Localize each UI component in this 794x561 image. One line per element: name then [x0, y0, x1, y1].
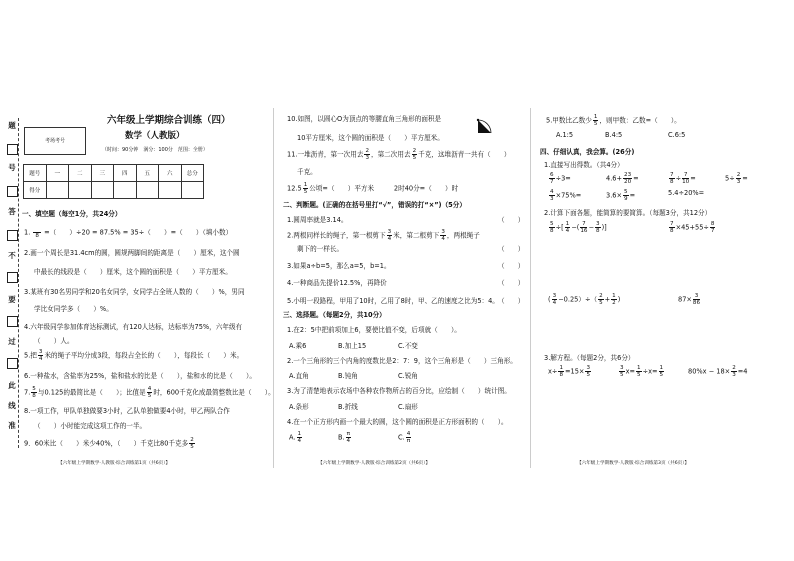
- frac-den: 16: [580, 228, 588, 234]
- q1-frac-num[interactable]: [33, 226, 41, 233]
- q11-fraction-2: [412, 148, 418, 161]
- score-cell[interactable]: [46, 182, 69, 199]
- section2-title: 二、判断题。(正确的在括号里打“√”，错误的打“×”)（5分）: [283, 201, 466, 209]
- choice-2-b[interactable]: B.钝角: [338, 372, 358, 380]
- binding-char: 答: [8, 207, 16, 216]
- frac-den: 5: [586, 372, 591, 378]
- triangle-figure-icon: [476, 118, 492, 134]
- calc-2: [606, 172, 639, 185]
- exam-meta: （时间：90分钟 满分：100分 范围：全册）: [102, 147, 208, 153]
- frac-num: 1: [559, 365, 563, 371]
- score-cell[interactable]: [181, 182, 204, 199]
- score-header: 五: [136, 165, 159, 182]
- q1-number: 1.: [24, 228, 31, 237]
- frac-num: 2: [732, 365, 736, 371]
- score-cell[interactable]: [69, 182, 92, 199]
- frac-den: 3: [365, 155, 369, 161]
- judge-5-answer[interactable]: （ ）: [498, 297, 525, 305]
- calc-text: =: [690, 174, 696, 183]
- frac-den: 4: [38, 356, 43, 362]
- q7-number: 7.: [24, 388, 31, 397]
- binding-char: 号: [8, 163, 16, 172]
- binding-char: 此: [8, 381, 16, 390]
- frac-den: 10: [682, 179, 690, 185]
- q11-text-3: 千克，这堆沥青一共有（ ）: [418, 150, 511, 159]
- j2-text-3: ，两根绳子: [446, 231, 480, 240]
- question-6: 6.一种盐水，含盐率为25%，盐和盐水的比是（ ），盐和水的比是（ ）。: [24, 372, 256, 380]
- calc-text: =: [633, 174, 639, 183]
- judge-2b: 剩下的一样长。: [297, 245, 344, 253]
- score-header: 总分: [181, 165, 204, 182]
- frac-num: 3: [694, 293, 699, 299]
- question-8b: （ ）小时能完成这项工作的一半。: [34, 422, 147, 430]
- binding-box: [7, 186, 18, 197]
- expr-3: ( $\frac{3}{4}$ −0.25）÷（ $\frac{2}{5}$ + $\frac{1}{2}$ ): [548, 293, 621, 306]
- option-fraction: [346, 431, 351, 444]
- frac-num: 3: [552, 293, 557, 299]
- frac-num: 4: [406, 431, 411, 437]
- binding-box: [7, 358, 18, 369]
- calc-fraction: [682, 172, 689, 185]
- q1-fraction: [33, 226, 41, 239]
- q12-fraction: [303, 182, 309, 195]
- question-2b: 中最长的线段是（ ）厘米，这个圆的面积是（ ）平方厘米。: [34, 268, 232, 276]
- frac-den: π: [406, 438, 411, 444]
- frac-num: 2: [365, 148, 369, 154]
- score-cell[interactable]: [136, 182, 159, 199]
- calc-fraction: [623, 172, 632, 185]
- q7-fraction-2: [147, 386, 153, 399]
- frac-den: 8: [550, 228, 554, 234]
- question-4a: 4.六年级同学参加体育达标测试，有120人达标，达标率为75%，六年级有: [24, 323, 243, 331]
- score-header: 四: [114, 165, 137, 182]
- calc-text: 4.6+: [606, 174, 623, 183]
- q11-text-1: 11.一堆沥青，第一次用去: [287, 150, 364, 159]
- score-header: 六: [159, 165, 182, 182]
- j2-fraction-2: [440, 229, 446, 242]
- frac-den: 5: [620, 372, 624, 378]
- calc-fraction: [623, 189, 629, 202]
- c5-text-2: ，则甲数：乙数=（ ）。: [599, 116, 681, 125]
- frac-den: 5: [637, 372, 641, 378]
- equation-2: $\frac{3}{5}$ x= $\frac{1}{5}$ ÷x= $\frac{1}{5}$: [620, 365, 664, 378]
- q5-prefix: 5.把: [24, 351, 37, 360]
- frac-den: 8: [559, 372, 563, 378]
- j2-fraction-1: [387, 229, 393, 242]
- binding-char: 准: [8, 421, 16, 430]
- binding-box: [7, 272, 18, 283]
- frac: [549, 221, 555, 234]
- exam-number-label: 考场考号: [44, 138, 65, 144]
- frac: [693, 293, 700, 306]
- judge-2: [287, 229, 480, 242]
- frac-den: 4: [297, 438, 302, 444]
- frac: [710, 221, 716, 234]
- option-label: A.: [289, 433, 296, 442]
- frac: [580, 221, 587, 234]
- choice-4-b[interactable]: [338, 431, 352, 444]
- frac-den: 7: [550, 179, 554, 185]
- c5-fraction: [593, 114, 599, 127]
- q5-fraction: [38, 349, 44, 362]
- judge-5: 5.小明一段路程，甲用了10时，乙用了8时，甲、乙的速度之比为5：4。: [287, 297, 499, 305]
- question-3b: 学比女同学多（ ）%。: [34, 305, 113, 313]
- page-divider: [530, 108, 531, 468]
- choice-5-b[interactable]: B.4:5: [605, 131, 623, 139]
- frac-den: 5: [659, 372, 664, 378]
- question-10a: 10.如图，以圆心O为顶点的等腰直角三角形的面积是: [287, 115, 442, 123]
- question-10b: 10平方厘米，这个圆的面积是（ ）平方厘米。: [297, 134, 444, 142]
- section4-part1: 1.直接写出得数。（共4分）: [544, 161, 624, 169]
- score-header: 二: [69, 165, 92, 182]
- frac-num: 8: [710, 221, 715, 227]
- frac-den: 4: [565, 228, 570, 234]
- q12-text: 公顷=（ ）平方米 2时40分=（ ）时: [309, 184, 459, 193]
- calc-4: 5÷ $\frac{2}{3}$ =: [725, 172, 748, 185]
- choice-5: [546, 114, 681, 127]
- choice-2: 2.一个三角形的三个内角的度数比是2：7：9，这个三角形是（ ）三角形。: [287, 357, 517, 365]
- option-fraction: [406, 431, 412, 444]
- equation-1: x÷ $\frac{1}{8}$ =15× $\frac{3}{5}$: [548, 365, 591, 378]
- question-9: [24, 437, 196, 450]
- frac-den: 4: [552, 300, 557, 306]
- j2-text-1: 2.两根同样长的绳子，第一根剪下: [287, 231, 386, 240]
- judge-1-answer[interactable]: （ ）: [498, 216, 525, 224]
- choice-3-b[interactable]: B.折线: [338, 403, 358, 411]
- frac-den: 5: [412, 155, 417, 161]
- frac-num: 7: [670, 221, 674, 227]
- frac-num: 2: [190, 437, 194, 443]
- q11-fraction-1: [364, 148, 370, 161]
- option-label: B.: [338, 433, 345, 442]
- q1-frac-den: 8: [35, 233, 39, 239]
- binding-box: [7, 316, 18, 327]
- calc-3: [668, 172, 696, 185]
- frac-num: 1: [297, 431, 302, 437]
- frac-num: 3: [441, 229, 445, 235]
- score-table: [23, 164, 204, 199]
- judge-3-answer[interactable]: （ ）: [498, 262, 525, 270]
- choice-2-a[interactable]: A.直角: [289, 372, 309, 380]
- choice-3: 3.为了清楚地表示农场中各种农作物所占的百分比，应绘制（ ）统计图。: [287, 387, 511, 395]
- frac: [669, 221, 675, 234]
- q12-prefix: 12.5: [287, 184, 302, 193]
- binding-box: [7, 230, 18, 241]
- section4-title: 四、仔细认真，我会算。(26分): [540, 148, 635, 156]
- frac-den: 20: [624, 179, 632, 185]
- frac-den: 8: [670, 228, 674, 234]
- question-1: [24, 226, 232, 239]
- question-12: [287, 182, 458, 195]
- frac-den: 5: [190, 444, 194, 450]
- score-header: 题号: [24, 165, 47, 182]
- calc-text: ×75%=: [555, 191, 582, 200]
- frac-den: 7: [710, 228, 715, 234]
- frac: [611, 293, 617, 306]
- frac-num: 2: [412, 148, 417, 154]
- frac: [552, 293, 558, 306]
- page-title: 六年级上学期综合训练（四）: [107, 115, 231, 126]
- frac-den: 8: [596, 228, 600, 234]
- frac: [619, 365, 625, 378]
- judge-4-answer[interactable]: （ ）: [498, 279, 525, 287]
- frac-num: 2: [599, 293, 603, 299]
- frac-den: 4: [387, 236, 392, 242]
- exam-number-box[interactable]: [24, 127, 86, 155]
- q7-fraction-1: [31, 386, 37, 399]
- q9-fraction: [189, 437, 195, 450]
- frac: [598, 293, 604, 306]
- option-label: C.: [398, 433, 405, 442]
- frac-num: 3: [387, 229, 392, 235]
- c5-text-1: 5.甲数比乙数少: [546, 116, 592, 125]
- q7-text-2: 时，600千克化成最简整数比是（ ）。: [153, 388, 275, 397]
- score-cell[interactable]: [91, 182, 114, 199]
- j2-text-2: 米，第二根剪下: [393, 231, 440, 240]
- frac-num: 3: [38, 349, 43, 355]
- choice-3-c[interactable]: C.扇形: [398, 403, 418, 411]
- expr-2: $\frac{7}{8}$ ×45+55÷ $\frac{8}{7}$: [670, 221, 715, 234]
- binding-box: [7, 144, 18, 155]
- choice-1: 1.在2：5中把前项加上6，要使比值不变，后项就（ ）。: [287, 326, 461, 334]
- choice-4: 4.在一个正方形内画一个最大的圆，这个圆的面积是正方形面积的（ ）。: [287, 418, 508, 426]
- calc-fraction: [669, 172, 675, 185]
- frac-num: 4: [550, 189, 554, 195]
- calc-fraction: [549, 172, 555, 185]
- expr-text: 87×: [678, 295, 692, 304]
- frac-den: 8: [670, 179, 674, 185]
- judge-3: 3.如果a÷b=5，那么a=5，b=1。: [287, 262, 391, 270]
- frac-num: 1: [593, 114, 598, 120]
- q11-text-2: ，第二次用去: [371, 150, 411, 159]
- frac-num: 2: [736, 172, 741, 178]
- score-cell[interactable]: [114, 182, 137, 199]
- frac-num: 5: [624, 189, 628, 195]
- frac-num: 4: [147, 386, 152, 392]
- question-8a: 8.一项工作，甲队单独做要3小时，乙队单独做要4小时，甲乙两队合作: [24, 407, 230, 415]
- choice-1-a[interactable]: A.乘6: [289, 342, 307, 350]
- calc-text: ÷3=: [555, 174, 571, 183]
- page1-footer: 【六年级上学期数学·人教版·综合训练第1页（共6页）】: [58, 461, 171, 466]
- choice-4-c[interactable]: [398, 431, 412, 444]
- frac-den: 2: [612, 300, 616, 306]
- frac-num: π: [346, 431, 350, 437]
- choice-4-a[interactable]: [289, 431, 303, 444]
- question-5: [24, 349, 243, 362]
- question-7: [24, 386, 275, 399]
- calc-fraction: [549, 189, 555, 202]
- judge-2-answer[interactable]: （ ）: [498, 245, 525, 253]
- frac-den: 8: [32, 393, 36, 399]
- expr-4: [678, 293, 701, 306]
- binding-char: 不: [8, 251, 16, 260]
- frac-den: 3: [732, 372, 736, 378]
- page3-footer: 【六年级上学期数学·人教版·综合训练第3页（共6页）】: [577, 461, 690, 466]
- calc-text: =: [629, 191, 636, 200]
- frac-num: 1: [565, 221, 570, 227]
- frac-num: 6: [550, 172, 554, 178]
- frac-num: 3: [596, 221, 600, 227]
- frac: [585, 365, 591, 378]
- q1-text: =（ ）÷20 = 87.5% = 35÷（ ）=（ ）（填小数）: [44, 228, 233, 237]
- score-row-label: 得分: [24, 182, 47, 199]
- calc-6: [606, 189, 635, 202]
- choice-1-b[interactable]: B.加上15: [338, 342, 367, 350]
- frac-num: 5: [550, 221, 554, 227]
- frac-num: 1: [612, 293, 616, 299]
- question-11b: 千克。: [297, 168, 317, 176]
- judge-1: 1.圆周率就是3.14。: [287, 216, 348, 224]
- page-subtitle: 数学（人教版）: [125, 131, 185, 141]
- binding-strip: [4, 118, 19, 448]
- frac-den: 5: [593, 121, 598, 127]
- frac-den: 5: [303, 189, 308, 195]
- page2-footer: 【六年级上学期数学·人教版·综合训练第2页（共6页）】: [318, 461, 431, 466]
- judge-4: 4.一种商品先提价12.5%，再降价: [287, 279, 387, 287]
- equation-3: 80%x − 18× $\frac{2}{3}$ =4: [688, 365, 748, 378]
- frac-den: 3: [736, 179, 741, 185]
- frac: [636, 365, 642, 378]
- frac-num: 1: [303, 182, 308, 188]
- frac-num: 23: [624, 172, 632, 178]
- binding-char: 线: [8, 401, 16, 410]
- frac: [595, 221, 601, 234]
- calc-5: [548, 189, 581, 202]
- section1-title: 一、填空题（每空1分，共24分）: [22, 210, 122, 218]
- frac-den: 5: [147, 393, 152, 399]
- frac-num: 1: [637, 365, 641, 371]
- frac-den: 3: [550, 196, 554, 202]
- frac-num: 7: [670, 172, 674, 178]
- option-fraction: [297, 431, 303, 444]
- score-header: 三: [91, 165, 114, 182]
- choice-5-a[interactable]: A.1:5: [556, 131, 574, 139]
- section3-title: 三、选择题。（每题2分，共10分）: [283, 311, 386, 319]
- eq-text: 80%x − 18×: [688, 367, 731, 376]
- choice-3-a[interactable]: A.条形: [289, 403, 309, 411]
- frac-num: 7: [683, 172, 688, 178]
- frac: [659, 365, 665, 378]
- frac-den: 5: [599, 300, 603, 306]
- frac-den: 4: [441, 236, 445, 242]
- calc-text: 3.6×: [606, 191, 623, 200]
- score-cell[interactable]: [159, 182, 182, 199]
- frac-num: 1: [659, 365, 664, 371]
- binding-char: 题: [8, 121, 16, 130]
- q5-text: 米的绳子平均分成3段，每段占全长的（ ），每段长（ ）米。: [44, 351, 244, 360]
- question-4b: （ ）人。: [34, 337, 74, 345]
- score-header: 一: [46, 165, 69, 182]
- expr-1: $\frac{5}{8}$ ÷[ $\frac{1}{4}$ −( $\frac{7}{16}$ − $\frac{3}{8}$ )]: [550, 221, 607, 234]
- frac-den: 4: [346, 438, 351, 444]
- frac-num: 3: [586, 365, 591, 371]
- calc-7: 5.4÷20%=: [668, 189, 705, 197]
- frac: [558, 365, 564, 378]
- binding-char: 要: [8, 295, 16, 304]
- choice-2-c[interactable]: C.锐角: [398, 372, 418, 380]
- frac-num: 5: [32, 386, 36, 392]
- binding-char: 过: [8, 337, 16, 346]
- choice-1-c[interactable]: C.不变: [398, 342, 418, 350]
- question-11: [287, 148, 510, 161]
- question-2a: 2.画一个周长是31.4cm的圆，圆规两脚间的距离是（ ）厘米，这个圆: [24, 249, 240, 257]
- calc-text: ÷: [675, 174, 682, 183]
- section4-part3: 3.解方程。（每题2分，共6分）: [544, 354, 635, 362]
- calc-1: [548, 172, 571, 185]
- frac-den: 86: [692, 300, 701, 306]
- choice-5-c[interactable]: C.6:5: [668, 131, 686, 139]
- frac-num: 3: [620, 365, 624, 371]
- frac: [731, 365, 737, 378]
- question-3a: 3.某班有30名男同学和20名女同学，女同学占全班人数的（ ）%，男同: [24, 288, 245, 296]
- page-divider: [273, 108, 274, 468]
- q7-text-1: 与0.125的最简比是（ ）；比值是: [37, 388, 146, 397]
- calc-fraction: [736, 172, 742, 185]
- frac-num: 7: [582, 221, 586, 227]
- section4-part2: 2.计算下面各题，能简算的要简算。（每题3分，共12分）: [544, 209, 712, 217]
- frac: [565, 221, 571, 234]
- q9-text: 9．60米比（ ）米少40%，（ ）千克比80千克多: [24, 439, 189, 448]
- frac-den: 9: [624, 196, 628, 202]
